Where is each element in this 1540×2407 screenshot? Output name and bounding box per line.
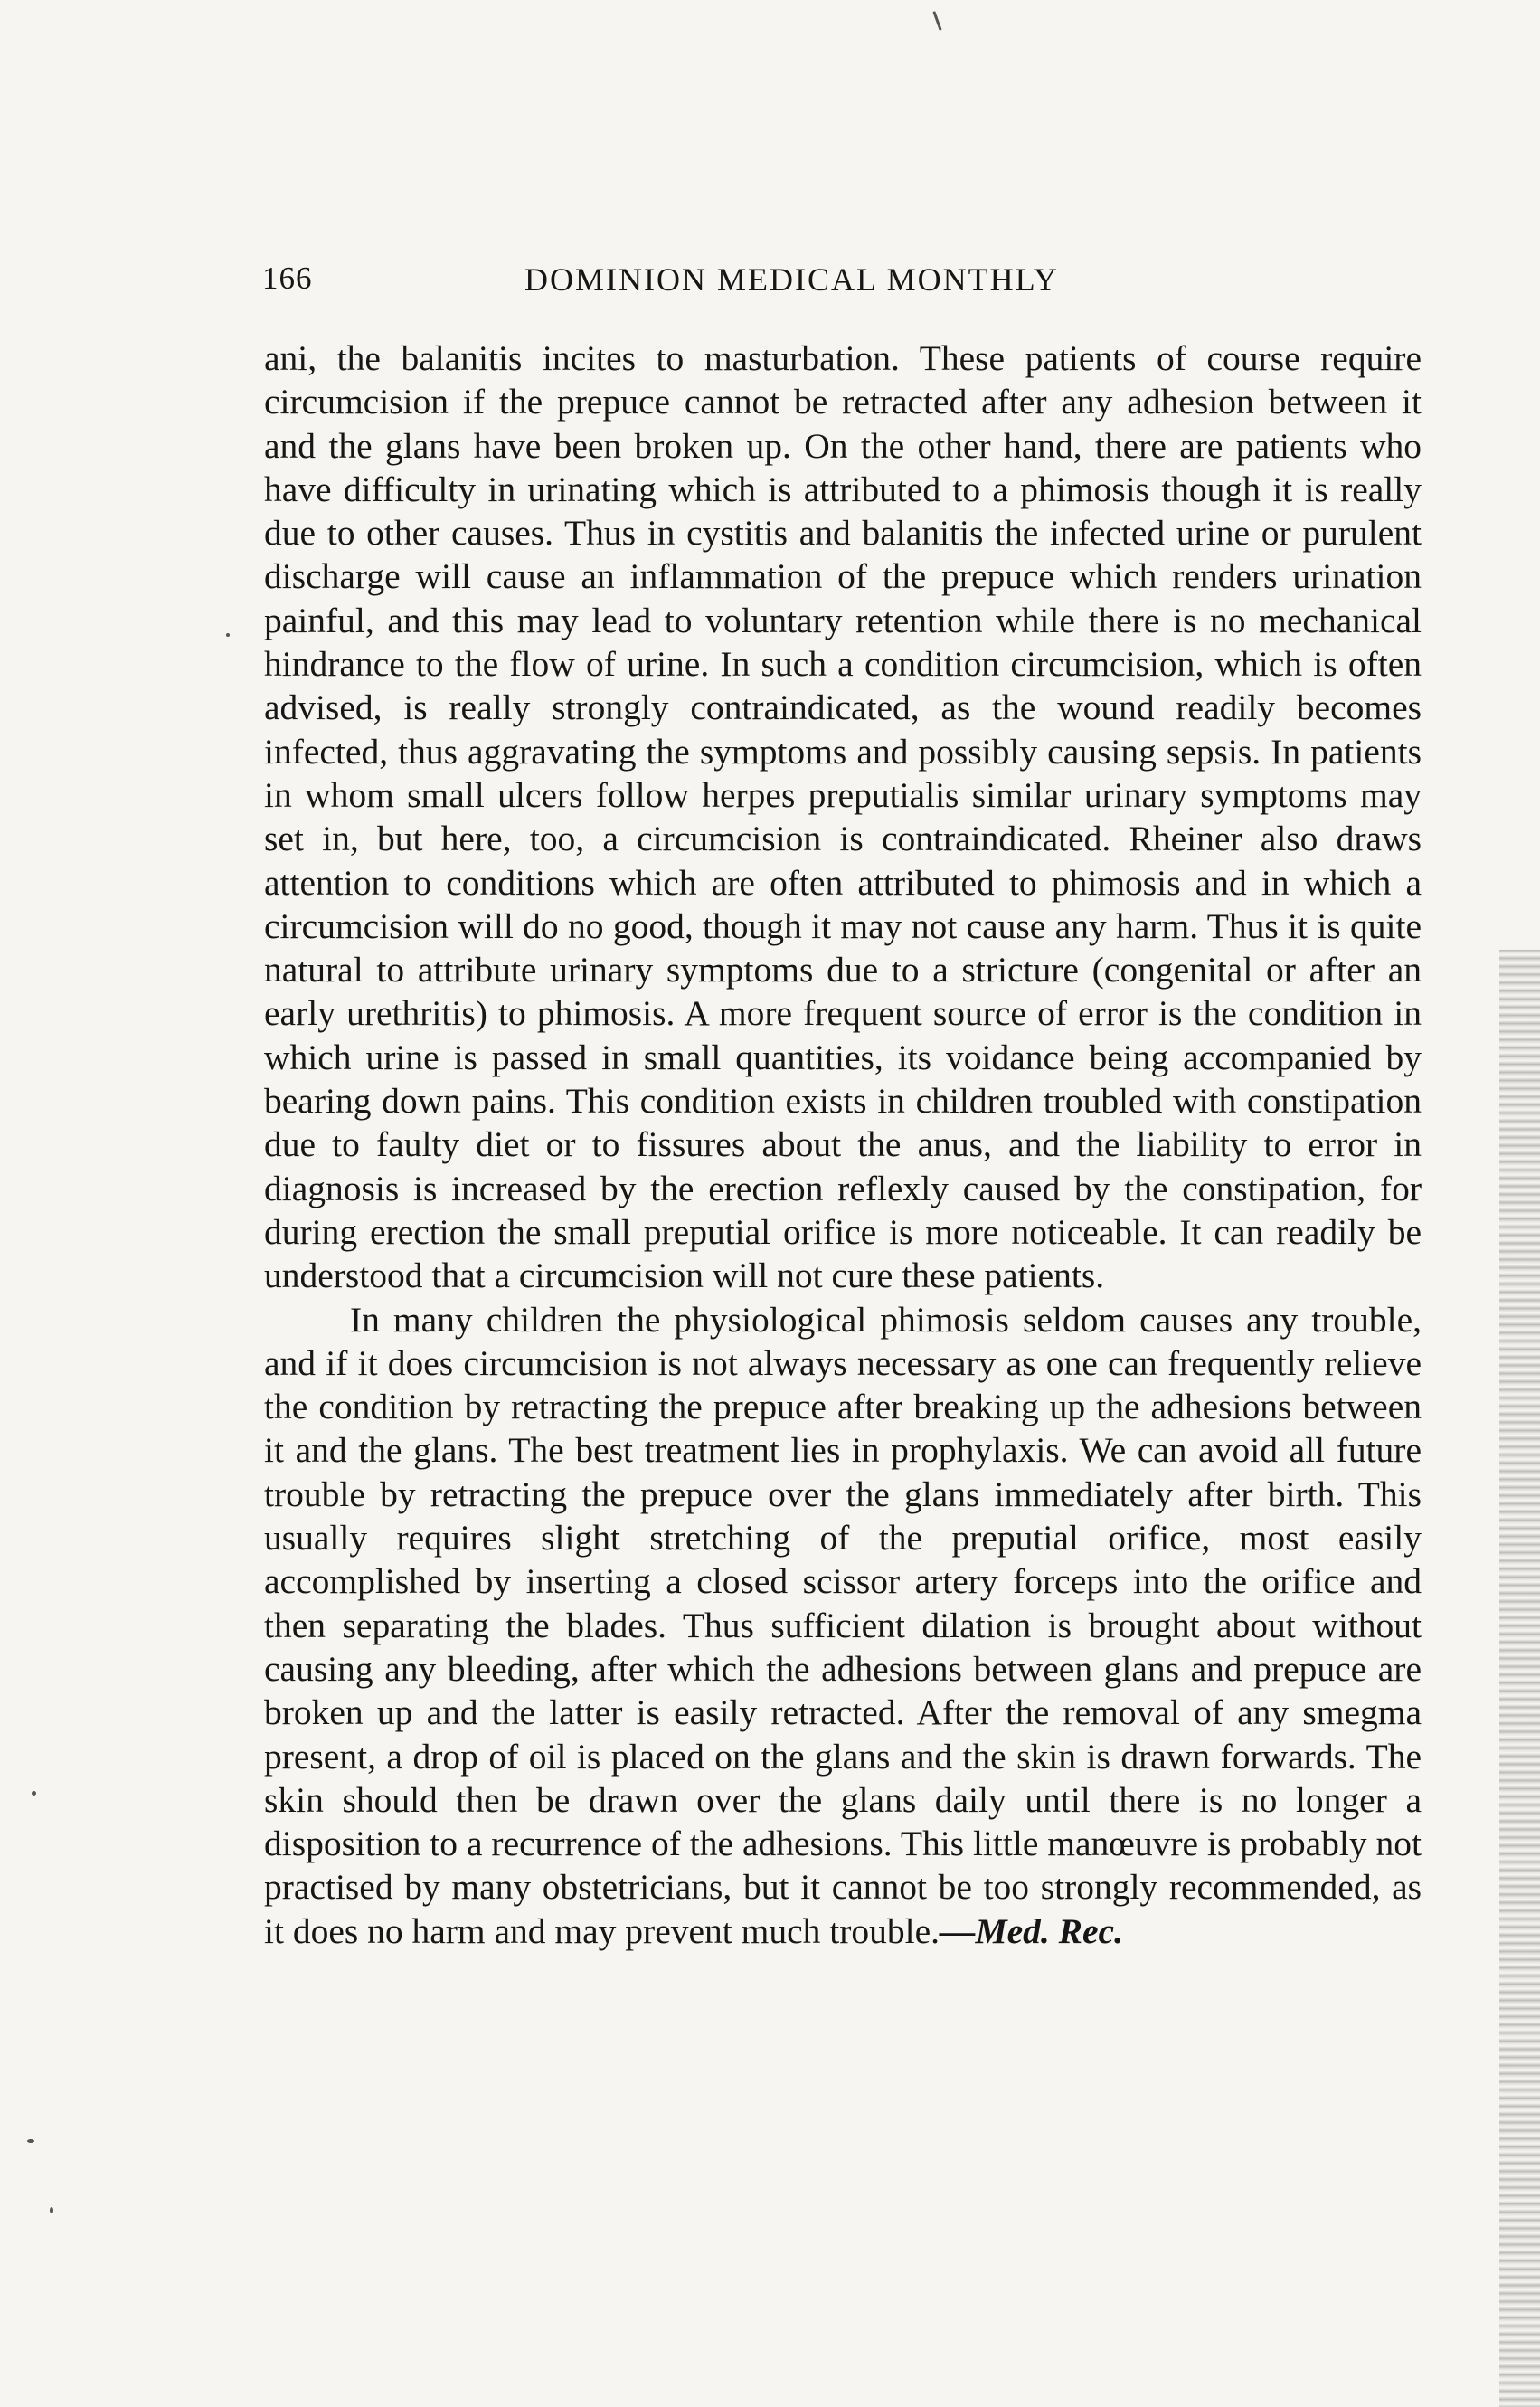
paragraph	[264, 1298, 1422, 1953]
scan-speck	[27, 2139, 34, 2143]
paragraph-text: ani, the balanitis incites to masturbation. These patients of course require circumcision if the prepuce cannot be retracted after any adhesion between it and the glans have been broken up. On the other hand, there are patients who have difficulty in urinating which is attributed to a phimosis though it is really due to other causes. Thus in cystitis and balanitis the infected urine or purulent discharge will cause an inflammation of the prepuce which renders urination painful, and this may lead to voluntary retention while there is no mechanical hindrance to the flow of urine. In such a condition circumcision, which is often advised, is really strongly contraindicated, as the wound readily becomes infected, thus aggravating the symptoms and possibly causing sepsis. In patients in whom small ulcers follow herpes preputialis similar urinary symptoms may set in, but here, too, a circumcision is contraindicated. Rheiner also draws attention to conditions which are often attributed to phimosis and in which a circumcision will do no good, though it may not cause any harm. Thus it is quite natural to attribute urinary symptoms due to a stricture (congenital or after an early urethritis) to phimosis. A more frequent source of error is the condition in which urine is passed in small quantities, its voidance being accompanied by bearing down pains. This condition exists in children troubled with constipation due to faulty diet or to fissures about the anus, and the liability to error in diagnosis is increased by the erection reflexly caused by the constipation, for during erection the small preputial orifice is more noticeable. It can readily be understood that a circumcision will not cure these patients.	[264, 338, 1422, 1296]
scan-speck	[32, 1791, 36, 1796]
page-header	[262, 261, 1424, 306]
scan-speck	[932, 11, 941, 31]
page-number: 166	[262, 261, 313, 296]
source-citation: —Med. Rec.	[940, 1910, 1123, 1951]
paragraph-text: In many children the physiological phimosis seldom causes any trouble, and if it does circumcision is not always necessary as one can frequently relieve the condition by retracting the prepuce after breaking up the adhesions between it and the glans. The best treatment lies in prophylaxis. We can avoid all future trouble by retracting the prepuce over the glans immediately after birth. This usually requires slight stretching of the preputial orifice, most easily accomplished by inserting a closed scissor artery forceps into the orifice and then separating the blades. Thus sufficient dilation is brought about without causing any bleeding, after which the adhesions between glans and prepuce are broken up and the latter is easily retracted. After the removal of any smegma present, a drop of oil is placed on the glans and the skin is drawn forwards. The skin should then be drawn over the glans daily until there is no longer a disposition to a recurrence of the adhesions. This little manœuvre is probably not practised by many obstetricians, but it cannot be too strongly recommended, as it does no harm and may prevent much trouble.	[264, 1299, 1422, 1951]
scan-speck	[226, 633, 230, 637]
scan-edge-shadow	[1499, 950, 1540, 2407]
scan-speck	[50, 2207, 53, 2213]
paragraph	[264, 336, 1422, 1298]
article-body	[264, 336, 1422, 1953]
running-head: DOMINION MEDICAL MONTHLY	[524, 261, 1060, 298]
